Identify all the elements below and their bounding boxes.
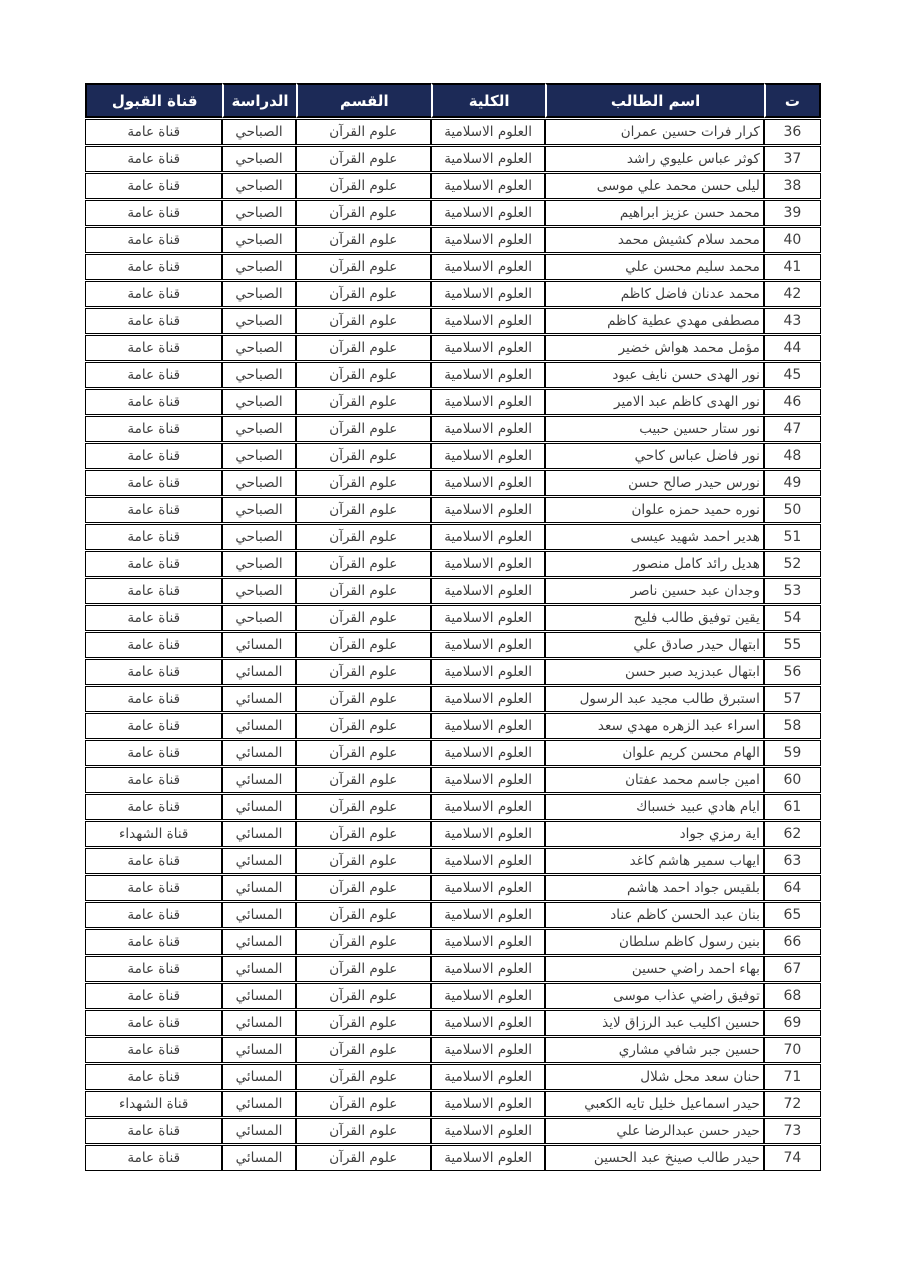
cell-name: نورس حيدر صالح حسن	[545, 470, 764, 496]
table-row	[85, 686, 821, 712]
cell-name: نوره حميد حمزه علوان	[545, 497, 764, 523]
cell-name: ايهاب سمير هاشم كاغد	[545, 848, 764, 874]
table-row	[85, 713, 821, 739]
cell-name: ابتهال حيدر صادق علي	[545, 632, 764, 658]
cell-channel: قناة عامة	[85, 524, 222, 550]
cell-dept: علوم القرآن	[296, 902, 431, 928]
cell-college: العلوم الاسلامية	[431, 875, 545, 901]
cell-no: 50	[764, 497, 821, 523]
cell-dept: علوم القرآن	[296, 578, 431, 604]
cell-study: المسائي	[222, 902, 295, 928]
cell-no: 61	[764, 794, 821, 820]
cell-college: العلوم الاسلامية	[431, 281, 545, 307]
cell-dept: علوم القرآن	[296, 416, 431, 442]
cell-college: العلوم الاسلامية	[431, 254, 545, 280]
cell-no: 41	[764, 254, 821, 280]
column-header-no: ت	[764, 83, 821, 118]
table-row	[85, 362, 821, 388]
table-header	[85, 83, 821, 118]
cell-study: الصباحي	[222, 389, 295, 415]
table-row	[85, 875, 821, 901]
cell-no: 47	[764, 416, 821, 442]
cell-college: العلوم الاسلامية	[431, 416, 545, 442]
cell-name: حسين اكليب عبد الرزاق لايذ	[545, 1010, 764, 1036]
cell-college: العلوم الاسلامية	[431, 902, 545, 928]
cell-name: محمد سلام كشيش محمد	[545, 227, 764, 253]
column-header-name: اسم الطالب	[545, 83, 764, 118]
cell-name: ابتهال عبدزيد صبر حسن	[545, 659, 764, 685]
table-row	[85, 497, 821, 523]
cell-dept: علوم القرآن	[296, 497, 431, 523]
cell-name: ايام هادي عبيد خسباك	[545, 794, 764, 820]
cell-dept: علوم القرآن	[296, 308, 431, 334]
table-row	[85, 308, 821, 334]
cell-study: الصباحي	[222, 524, 295, 550]
cell-name: مؤمل محمد هواش خضير	[545, 335, 764, 361]
cell-college: العلوم الاسلامية	[431, 686, 545, 712]
cell-name: مصطفى مهدي عطية كاظم	[545, 308, 764, 334]
cell-name: حسين جبر شافي مشاري	[545, 1037, 764, 1063]
cell-name: هدير احمد شهيد عيسى	[545, 524, 764, 550]
table-row	[85, 848, 821, 874]
cell-channel: قناة عامة	[85, 1037, 222, 1063]
cell-no: 63	[764, 848, 821, 874]
column-header-college: الكلية	[431, 83, 545, 118]
cell-name: توفيق راضي عذاب موسى	[545, 983, 764, 1009]
cell-channel: قناة عامة	[85, 1145, 222, 1171]
cell-dept: علوم القرآن	[296, 659, 431, 685]
cell-channel: قناة الشهداء	[85, 821, 222, 847]
cell-name: اسراء عبد الزهره مهدي سعد	[545, 713, 764, 739]
cell-name: يقين توفيق طالب فليح	[545, 605, 764, 631]
cell-name: كوثر عباس عليوي راشد	[545, 146, 764, 172]
cell-dept: علوم القرآن	[296, 821, 431, 847]
cell-channel: قناة عامة	[85, 254, 222, 280]
cell-college: العلوم الاسلامية	[431, 632, 545, 658]
cell-no: 57	[764, 686, 821, 712]
cell-channel: قناة عامة	[85, 929, 222, 955]
cell-channel: قناة عامة	[85, 497, 222, 523]
cell-no: 39	[764, 200, 821, 226]
cell-dept: علوم القرآن	[296, 794, 431, 820]
table-row	[85, 254, 821, 280]
cell-no: 45	[764, 362, 821, 388]
cell-no: 64	[764, 875, 821, 901]
cell-no: 38	[764, 173, 821, 199]
cell-study: الصباحي	[222, 173, 295, 199]
cell-dept: علوم القرآن	[296, 1037, 431, 1063]
cell-no: 55	[764, 632, 821, 658]
cell-college: العلوم الاسلامية	[431, 1118, 545, 1144]
cell-college: العلوم الاسلامية	[431, 713, 545, 739]
students-table-container	[85, 82, 821, 1172]
cell-dept: علوم القرآن	[296, 524, 431, 550]
cell-college: العلوم الاسلامية	[431, 956, 545, 982]
table-row	[85, 281, 821, 307]
cell-study: الصباحي	[222, 497, 295, 523]
table-row	[85, 794, 821, 820]
cell-no: 46	[764, 389, 821, 415]
cell-college: العلوم الاسلامية	[431, 227, 545, 253]
cell-name: محمد سليم محسن علي	[545, 254, 764, 280]
cell-study: الصباحي	[222, 551, 295, 577]
cell-channel: قناة عامة	[85, 416, 222, 442]
cell-name: حيدر اسماعيل خليل تايه الكعبي	[545, 1091, 764, 1117]
table-row	[85, 578, 821, 604]
cell-study: المسائي	[222, 956, 295, 982]
cell-dept: علوم القرآن	[296, 686, 431, 712]
cell-study: الصباحي	[222, 281, 295, 307]
cell-college: العلوم الاسلامية	[431, 146, 545, 172]
table-row	[85, 632, 821, 658]
cell-no: 36	[764, 119, 821, 145]
cell-channel: قناة عامة	[85, 659, 222, 685]
column-header-dept: القسم	[296, 83, 431, 118]
cell-channel: قناة عامة	[85, 389, 222, 415]
cell-no: 54	[764, 605, 821, 631]
cell-channel: قناة عامة	[85, 605, 222, 631]
students-table	[85, 82, 821, 1172]
cell-channel: قناة عامة	[85, 1010, 222, 1036]
cell-channel: قناة عامة	[85, 443, 222, 469]
cell-dept: علوم القرآن	[296, 551, 431, 577]
cell-no: 53	[764, 578, 821, 604]
header-row	[85, 83, 821, 118]
cell-dept: علوم القرآن	[296, 470, 431, 496]
cell-study: المسائي	[222, 713, 295, 739]
cell-channel: قناة عامة	[85, 551, 222, 577]
cell-college: العلوم الاسلامية	[431, 605, 545, 631]
cell-college: العلوم الاسلامية	[431, 551, 545, 577]
cell-dept: علوم القرآن	[296, 929, 431, 955]
cell-no: 74	[764, 1145, 821, 1171]
cell-no: 56	[764, 659, 821, 685]
cell-study: المسائي	[222, 659, 295, 685]
cell-name: محمد حسن عزيز ابراهيم	[545, 200, 764, 226]
cell-channel: قناة عامة	[85, 308, 222, 334]
cell-name: محمد عدنان فاضل كاظم	[545, 281, 764, 307]
cell-study: الصباحي	[222, 443, 295, 469]
cell-no: 73	[764, 1118, 821, 1144]
cell-study: الصباحي	[222, 362, 295, 388]
cell-name: نور ستار حسين حبيب	[545, 416, 764, 442]
cell-channel: قناة عامة	[85, 1118, 222, 1144]
column-header-study: الدراسة	[222, 83, 295, 118]
cell-channel: قناة عامة	[85, 875, 222, 901]
cell-dept: علوم القرآن	[296, 1118, 431, 1144]
cell-college: العلوم الاسلامية	[431, 929, 545, 955]
cell-dept: علوم القرآن	[296, 1091, 431, 1117]
cell-college: العلوم الاسلامية	[431, 308, 545, 334]
cell-study: الصباحي	[222, 200, 295, 226]
cell-name: بهاء احمد راضي حسين	[545, 956, 764, 982]
cell-channel: قناة عامة	[85, 281, 222, 307]
cell-dept: علوم القرآن	[296, 281, 431, 307]
cell-study: الصباحي	[222, 308, 295, 334]
table-row	[85, 173, 821, 199]
cell-dept: علوم القرآن	[296, 740, 431, 766]
cell-dept: علوم القرآن	[296, 875, 431, 901]
cell-dept: علوم القرآن	[296, 389, 431, 415]
cell-college: العلوم الاسلامية	[431, 659, 545, 685]
cell-study: المسائي	[222, 1145, 295, 1171]
cell-no: 72	[764, 1091, 821, 1117]
cell-study: المسائي	[222, 794, 295, 820]
table-row	[85, 443, 821, 469]
cell-channel: قناة عامة	[85, 902, 222, 928]
cell-name: بنان عبد الحسن كاظم عناد	[545, 902, 764, 928]
cell-college: العلوم الاسلامية	[431, 983, 545, 1009]
cell-study: الصباحي	[222, 416, 295, 442]
cell-no: 48	[764, 443, 821, 469]
cell-name: نور فاضل عباس كاحي	[545, 443, 764, 469]
cell-name: نور الهدى حسن نايف عبود	[545, 362, 764, 388]
cell-name: حيدر طالب صينخ عبد الحسين	[545, 1145, 764, 1171]
cell-college: العلوم الاسلامية	[431, 1010, 545, 1036]
cell-channel: قناة عامة	[85, 848, 222, 874]
cell-study: المسائي	[222, 1010, 295, 1036]
cell-study: الصباحي	[222, 227, 295, 253]
cell-channel: قناة عامة	[85, 470, 222, 496]
cell-college: العلوم الاسلامية	[431, 173, 545, 199]
cell-channel: قناة عامة	[85, 578, 222, 604]
cell-channel: قناة عامة	[85, 740, 222, 766]
cell-name: نور الهدى كاظم عبد الامير	[545, 389, 764, 415]
table-row	[85, 929, 821, 955]
table-row	[85, 1010, 821, 1036]
cell-college: العلوم الاسلامية	[431, 767, 545, 793]
cell-study: المسائي	[222, 983, 295, 1009]
cell-study: المسائي	[222, 632, 295, 658]
cell-dept: علوم القرآن	[296, 713, 431, 739]
cell-no: 43	[764, 308, 821, 334]
cell-study: الصباحي	[222, 605, 295, 631]
cell-study: المسائي	[222, 848, 295, 874]
cell-study: المسائي	[222, 929, 295, 955]
table-row	[85, 740, 821, 766]
table-row	[85, 659, 821, 685]
cell-college: العلوم الاسلامية	[431, 821, 545, 847]
table-row	[85, 551, 821, 577]
cell-no: 51	[764, 524, 821, 550]
cell-no: 40	[764, 227, 821, 253]
cell-channel: قناة عامة	[85, 227, 222, 253]
table-body	[85, 119, 821, 1171]
cell-study: المسائي	[222, 1118, 295, 1144]
cell-dept: علوم القرآن	[296, 443, 431, 469]
cell-study: المسائي	[222, 875, 295, 901]
table-row	[85, 416, 821, 442]
cell-channel: قناة عامة	[85, 956, 222, 982]
cell-channel: قناة عامة	[85, 983, 222, 1009]
cell-dept: علوم القرآن	[296, 227, 431, 253]
cell-college: العلوم الاسلامية	[431, 362, 545, 388]
cell-study: المسائي	[222, 1037, 295, 1063]
cell-no: 37	[764, 146, 821, 172]
cell-channel: قناة عامة	[85, 632, 222, 658]
cell-name: حنان سعد محل شلال	[545, 1064, 764, 1090]
cell-dept: علوم القرآن	[296, 632, 431, 658]
cell-no: 44	[764, 335, 821, 361]
table-row	[85, 956, 821, 982]
cell-no: 62	[764, 821, 821, 847]
cell-dept: علوم القرآن	[296, 254, 431, 280]
cell-dept: علوم القرآن	[296, 1145, 431, 1171]
cell-dept: علوم القرآن	[296, 1064, 431, 1090]
cell-channel: قناة عامة	[85, 119, 222, 145]
cell-no: 59	[764, 740, 821, 766]
cell-college: العلوم الاسلامية	[431, 200, 545, 226]
cell-name: استبرق طالب مجيد عبد الرسول	[545, 686, 764, 712]
cell-college: العلوم الاسلامية	[431, 578, 545, 604]
cell-college: العلوم الاسلامية	[431, 848, 545, 874]
table-row	[85, 335, 821, 361]
table-row	[85, 389, 821, 415]
cell-channel: قناة عامة	[85, 767, 222, 793]
cell-no: 67	[764, 956, 821, 982]
cell-channel: قناة عامة	[85, 713, 222, 739]
cell-no: 52	[764, 551, 821, 577]
cell-dept: علوم القرآن	[296, 848, 431, 874]
table-row	[85, 470, 821, 496]
cell-no: 71	[764, 1064, 821, 1090]
cell-study: المسائي	[222, 740, 295, 766]
table-row	[85, 146, 821, 172]
cell-study: المسائي	[222, 1064, 295, 1090]
cell-dept: علوم القرآن	[296, 605, 431, 631]
cell-no: 66	[764, 929, 821, 955]
table-row	[85, 1118, 821, 1144]
cell-college: العلوم الاسلامية	[431, 794, 545, 820]
cell-name: ليلى حسن محمد علي موسى	[545, 173, 764, 199]
cell-college: العلوم الاسلامية	[431, 524, 545, 550]
table-row	[85, 605, 821, 631]
table-row	[85, 1064, 821, 1090]
cell-name: هديل رائد كامل منصور	[545, 551, 764, 577]
cell-dept: علوم القرآن	[296, 119, 431, 145]
cell-study: المسائي	[222, 767, 295, 793]
column-header-channel: قناة القبول	[85, 83, 222, 118]
cell-channel: قناة الشهداء	[85, 1091, 222, 1117]
cell-no: 58	[764, 713, 821, 739]
cell-study: الصباحي	[222, 470, 295, 496]
cell-study: المسائي	[222, 686, 295, 712]
cell-college: العلوم الاسلامية	[431, 335, 545, 361]
cell-college: العلوم الاسلامية	[431, 443, 545, 469]
cell-college: العلوم الاسلامية	[431, 119, 545, 145]
cell-dept: علوم القرآن	[296, 956, 431, 982]
cell-dept: علوم القرآن	[296, 767, 431, 793]
table-row	[85, 200, 821, 226]
table-row	[85, 227, 821, 253]
cell-no: 68	[764, 983, 821, 1009]
cell-no: 69	[764, 1010, 821, 1036]
table-row	[85, 1037, 821, 1063]
table-row	[85, 524, 821, 550]
cell-college: العلوم الاسلامية	[431, 1091, 545, 1117]
cell-channel: قناة عامة	[85, 362, 222, 388]
cell-no: 49	[764, 470, 821, 496]
cell-no: 60	[764, 767, 821, 793]
cell-study: الصباحي	[222, 146, 295, 172]
table-row	[85, 902, 821, 928]
cell-college: العلوم الاسلامية	[431, 497, 545, 523]
cell-dept: علوم القرآن	[296, 146, 431, 172]
cell-study: الصباحي	[222, 335, 295, 361]
cell-dept: علوم القرآن	[296, 362, 431, 388]
cell-study: المسائي	[222, 1091, 295, 1117]
cell-dept: علوم القرآن	[296, 1010, 431, 1036]
cell-college: العلوم الاسلامية	[431, 389, 545, 415]
cell-study: الصباحي	[222, 119, 295, 145]
cell-name: امين جاسم محمد عفتان	[545, 767, 764, 793]
cell-channel: قناة عامة	[85, 173, 222, 199]
cell-college: العلوم الاسلامية	[431, 740, 545, 766]
table-row	[85, 767, 821, 793]
table-row	[85, 1145, 821, 1171]
cell-dept: علوم القرآن	[296, 335, 431, 361]
cell-college: العلوم الاسلامية	[431, 1145, 545, 1171]
cell-dept: علوم القرآن	[296, 983, 431, 1009]
cell-college: العلوم الاسلامية	[431, 470, 545, 496]
cell-channel: قناة عامة	[85, 686, 222, 712]
cell-name: حيدر حسن عبدالرضا علي	[545, 1118, 764, 1144]
cell-channel: قناة عامة	[85, 146, 222, 172]
cell-study: الصباحي	[222, 254, 295, 280]
cell-dept: علوم القرآن	[296, 200, 431, 226]
cell-name: الهام محسن كريم علوان	[545, 740, 764, 766]
cell-channel: قناة عامة	[85, 794, 222, 820]
cell-dept: علوم القرآن	[296, 173, 431, 199]
cell-college: العلوم الاسلامية	[431, 1064, 545, 1090]
cell-study: الصباحي	[222, 578, 295, 604]
cell-name: بلقيس جواد احمد هاشم	[545, 875, 764, 901]
cell-study: المسائي	[222, 821, 295, 847]
table-row	[85, 1091, 821, 1117]
cell-no: 42	[764, 281, 821, 307]
cell-name: بنين رسول كاظم سلطان	[545, 929, 764, 955]
cell-name: كرار فرات حسين عمران	[545, 119, 764, 145]
table-row	[85, 821, 821, 847]
table-row	[85, 119, 821, 145]
cell-no: 70	[764, 1037, 821, 1063]
cell-college: العلوم الاسلامية	[431, 1037, 545, 1063]
cell-name: اية رمزي جواد	[545, 821, 764, 847]
cell-channel: قناة عامة	[85, 200, 222, 226]
cell-channel: قناة عامة	[85, 335, 222, 361]
cell-name: وجدان عبد حسين ناصر	[545, 578, 764, 604]
cell-channel: قناة عامة	[85, 1064, 222, 1090]
table-row	[85, 983, 821, 1009]
cell-no: 65	[764, 902, 821, 928]
